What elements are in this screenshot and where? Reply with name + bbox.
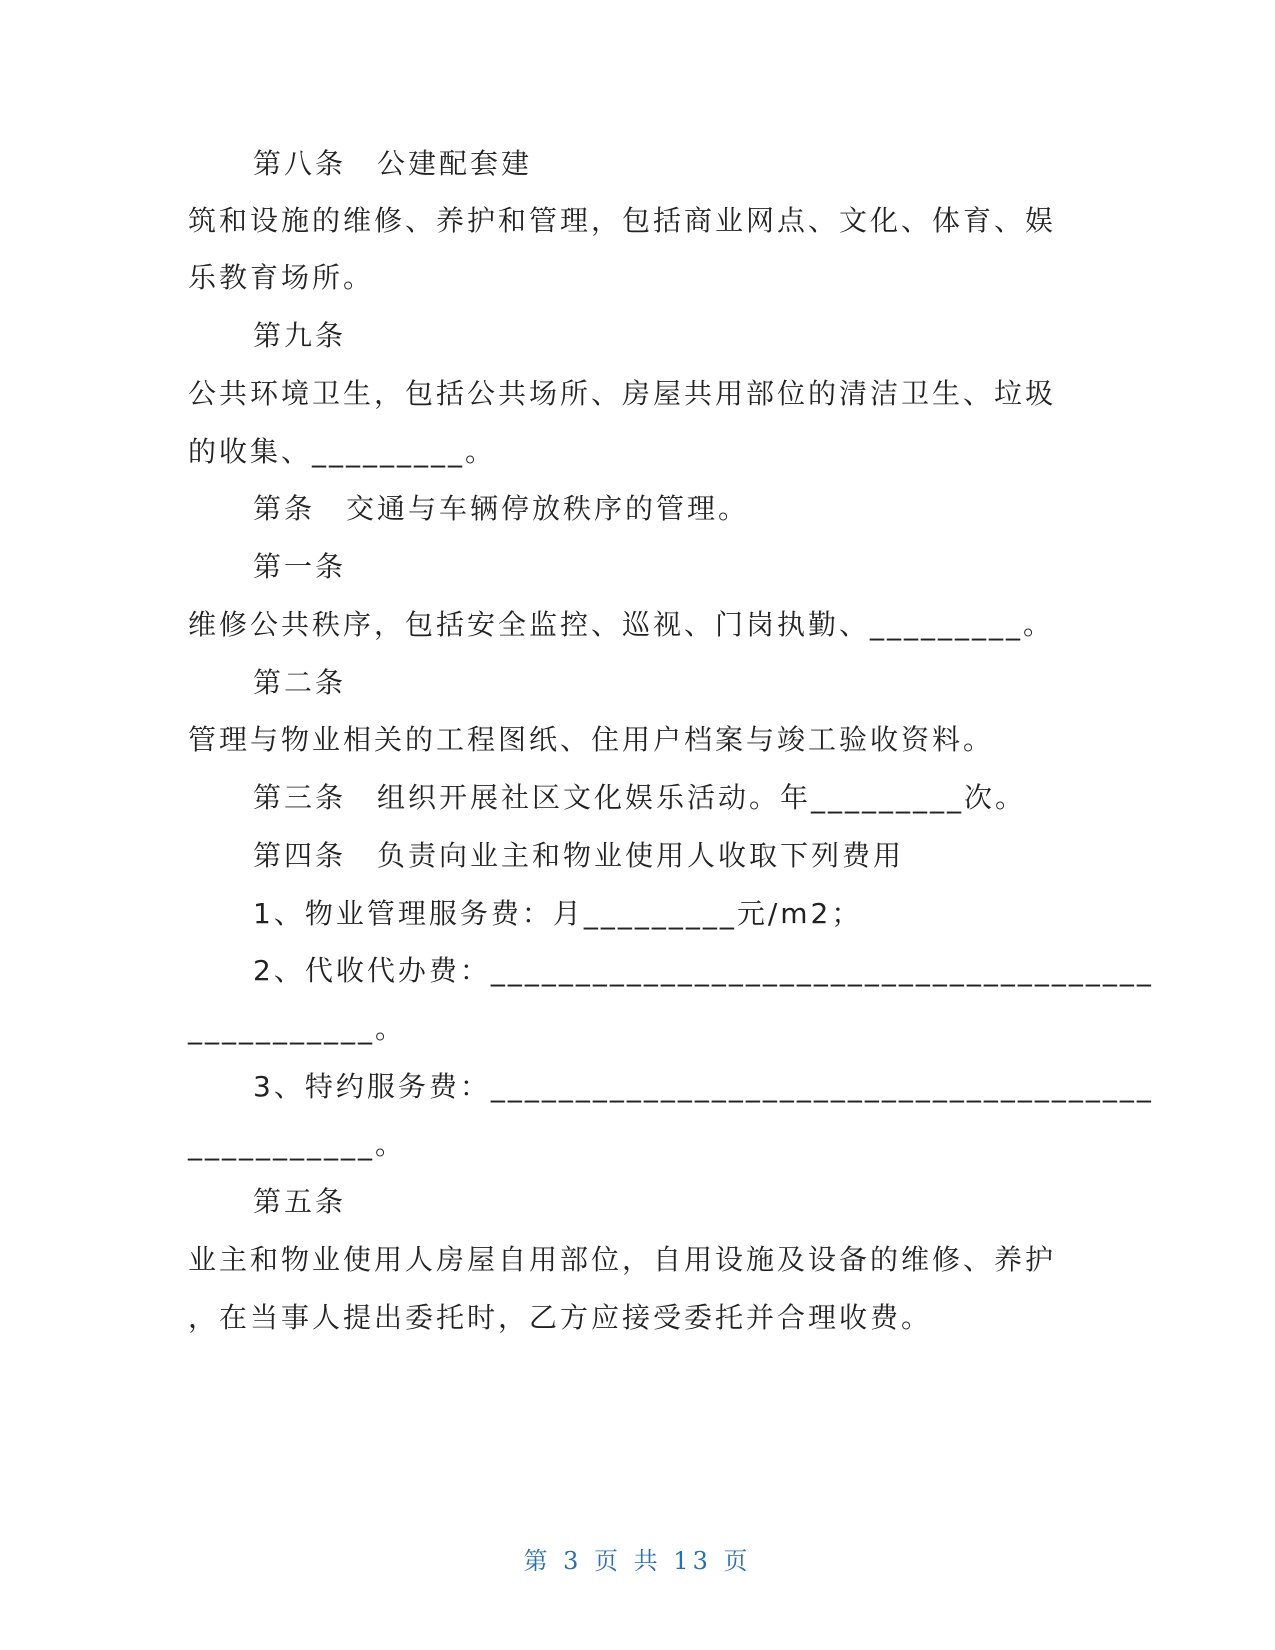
- fee-item-2: 2、代收代办费：_______________________________________: [253, 954, 1154, 987]
- article-10-line: 第条 交通与车辆停放秩序的管理。: [253, 492, 750, 525]
- article-8-text-2: 乐教育场所。: [188, 261, 375, 294]
- article-8-heading: 第八条 公建配套建: [253, 147, 533, 180]
- article-8-text-1: 筑和设施的维修、养护和管理，包括商业网点、文化、体育、娱: [188, 204, 1057, 237]
- fee-item-3-cont: ___________。: [188, 1128, 407, 1161]
- fee-item-3: 3、特约服务费：_______________________________________: [253, 1070, 1154, 1103]
- fee-item-1: 1、物业管理服务费：月_________元/m2；: [253, 897, 863, 930]
- article-11-text: 维修公共秩序，包括安全监控、巡视、门岗执勤、_________。: [188, 608, 1055, 641]
- article-15-text-2: ，在当事人提出委托时，乙方应接受委托并合理收费。: [188, 1301, 933, 1334]
- article-15-text-1: 业主和物业使用人房屋自用部位，自用设施及设备的维修、养护: [188, 1243, 1057, 1276]
- article-15-heading: 第五条: [253, 1185, 347, 1218]
- article-9-text-2: 的收集、_________。: [188, 435, 497, 468]
- article-12-text: 管理与物业相关的工程图纸、住用户档案与竣工验收资料。: [188, 723, 995, 756]
- article-9-heading: 第九条: [253, 319, 347, 352]
- article-12-heading: 第二条: [253, 666, 347, 699]
- article-13-line: 第三条 组织开展社区文化娱乐活动。年_________次。: [253, 781, 1027, 814]
- article-11-heading: 第一条: [253, 550, 347, 583]
- page-number-footer: 第 3 页 共 13 页: [523, 1547, 752, 1575]
- article-9-text-1: 公共环境卫生，包括公共场所、房屋共用部位的清洁卫生、垃圾: [188, 377, 1057, 410]
- article-14-line: 第四条 负责向业主和物业使用人收取下列费用: [253, 839, 905, 872]
- fee-item-2-cont: ___________。: [188, 1012, 407, 1045]
